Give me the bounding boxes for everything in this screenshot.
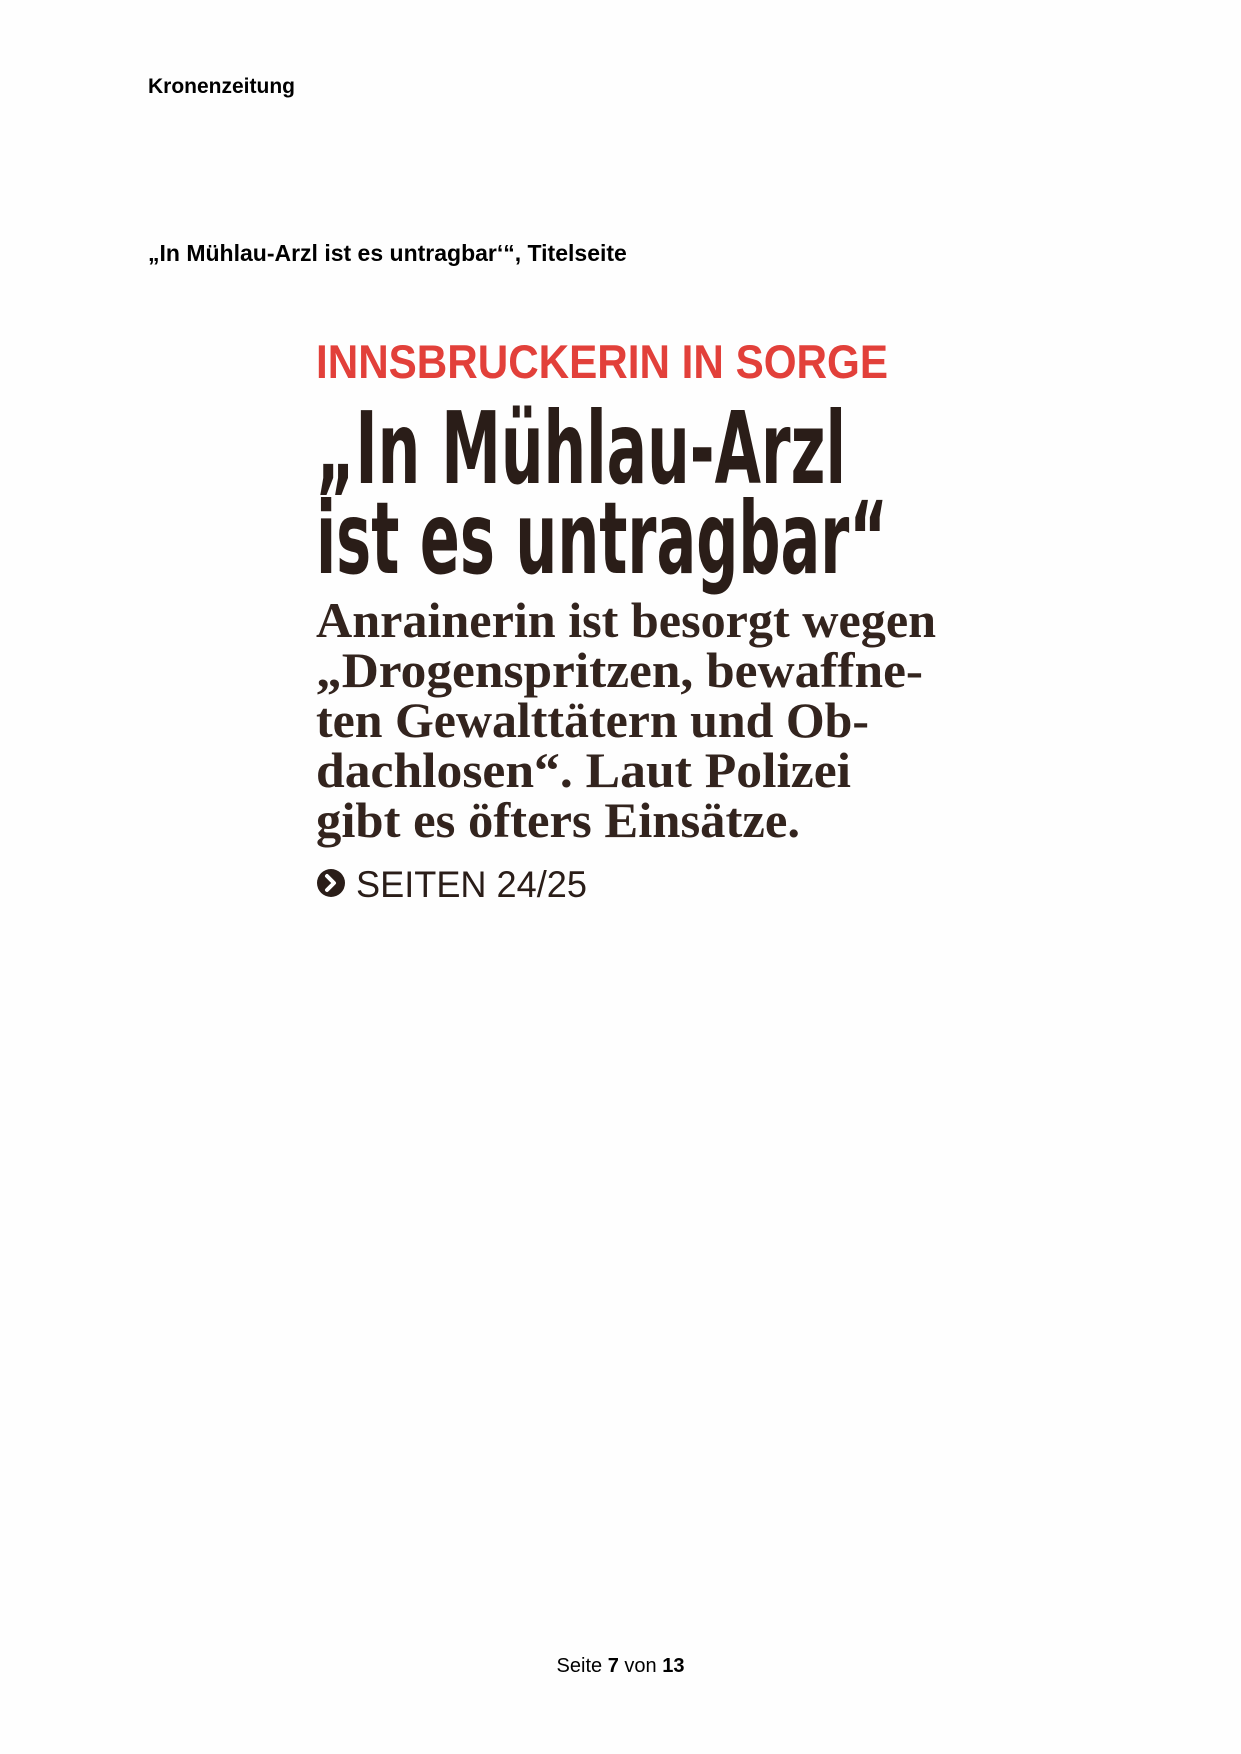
deck-line-2: „Drogenspritzen, bewaffne- (316, 642, 923, 698)
footer-prefix: Seite (556, 1655, 603, 1677)
current-page-number: 7 (607, 1655, 619, 1677)
newspaper-clipping (316, 330, 956, 920)
clipping-kicker: INNSBRUCKERIN IN SORGE (316, 335, 888, 388)
arrow-right-circle-icon (317, 869, 345, 897)
headline-line-2: ist es untragbar“ (316, 480, 888, 597)
deck-line-5: gibt es öfters Einsätze. (316, 792, 800, 848)
clipping-caption: „In Mühlau-Arzl ist es untragbar‘“, Titelseite (148, 240, 627, 266)
headline-line-1: „In Mühlau-Arzl (316, 390, 846, 507)
page-number-footer (0, 1654, 1241, 1678)
deck-line-4: dachlosen“. Laut Polizei (316, 742, 852, 798)
footer-separator: von (624, 1655, 657, 1677)
deck-line-3: ten Gewalttätern und Ob- (316, 692, 869, 748)
source-label: Kronenzeitung (148, 75, 295, 98)
total-page-count: 13 (662, 1655, 685, 1677)
page-reference: SEITEN 24/25 (356, 864, 587, 905)
deck-line-1: Anrainerin ist besorgt wegen (316, 592, 937, 648)
